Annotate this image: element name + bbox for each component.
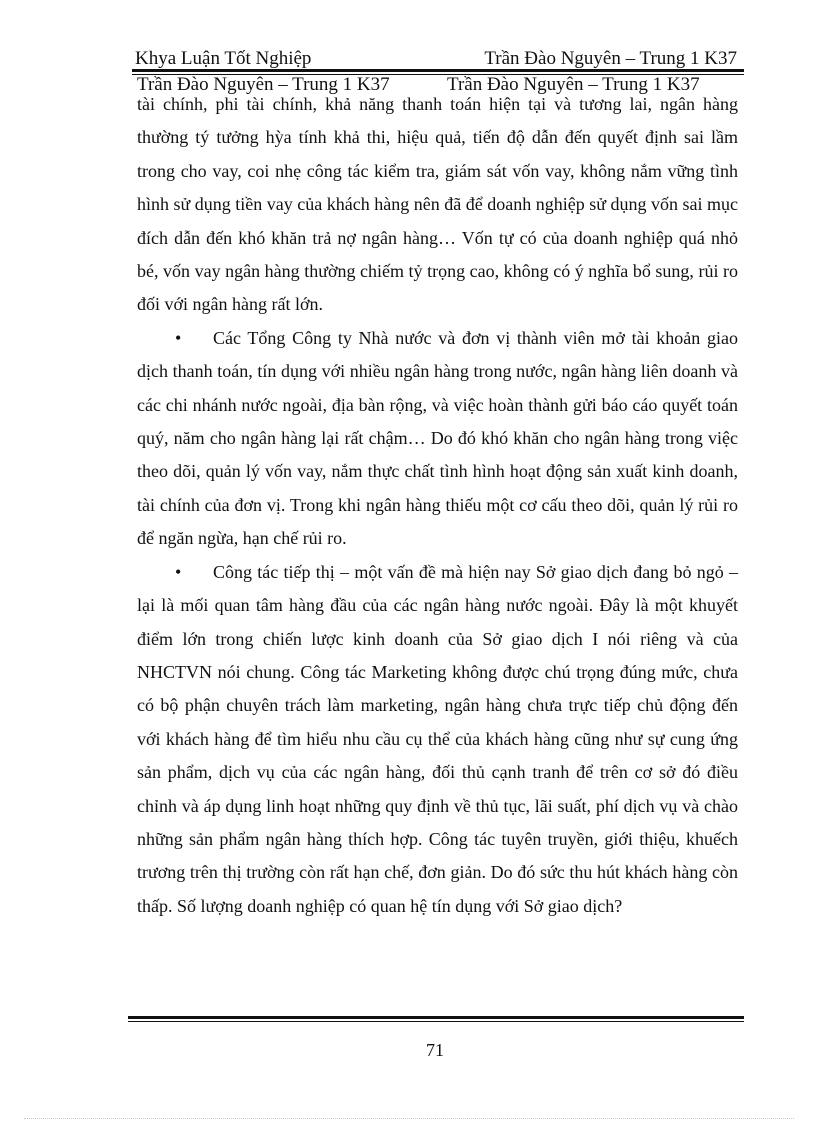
page-bottom-edge <box>24 1118 794 1119</box>
subheader-author-left: Trần Đào Nguyên – Trung 1 K37 <box>137 74 390 95</box>
footer-rule <box>128 1016 744 1019</box>
page-body <box>137 88 738 923</box>
header-title: Khya Luận Tốt Nghiệp <box>135 48 312 69</box>
bullet-paragraph-text: Các Tổng Công ty Nhà nước và đơn vị thành viên mở tài khoản giao dịch thanh toán, tín dụng với nhiều ngân hàng trong nước, ngân hàng liên doanh và các chi nhánh nước ngoài, địa bàn rộng, và việc hoàn thành gửi báo cáo quyết toán quý, năm cho ngân hàng lại rất chậm… Do đó khó khăn cho ngân hàng trong việc theo dõi, quản lý vốn vay, nắm thực chất tình hình hoạt động sản xuất kinh doanh, tài chính của đơn vị. Trong khi ngân hàng thiếu một cơ cấu theo dõi, quản lý rủi ro để ngăn ngừa, hạn chế rủi ro. <box>137 327 738 549</box>
bullet-paragraph <box>137 322 738 556</box>
bullet-paragraph-text: Công tác tiếp thị – một vấn đề mà hiện nay Sở giao dịch đang bỏ ngỏ – lại là mối quan tâm hàng đầu của các ngân hàng nước ngoài. Đây là một khuyết điểm lớn trong chiến lược kinh doanh của Sở giao dịch I nói riêng và của NHCTVN nói chung. Công tác Marketing không được chú trọng đúng mức, chưa có bộ phận chuyên trách làm marketing, ngân hàng chưa trực tiếp chủ động đến với khách hàng để tìm hiểu nhu cầu cụ thể của khách hàng cũng như sự cung ứng sản phẩm, dịch vụ của các ngân hàng, đối thủ cạnh tranh để trên cơ sở đó điều chỉnh và áp dụng linh hoạt những quy định về thủ tục, lãi suất, phí dịch vụ và chào những sản phẩm ngân hàng thích hợp. Công tác tuyên truyền, giới thiệu, khuếch trương trên thị trường còn rất hạn chế, đơn giản. Do đó sức thu hút khách hàng còn thấp. Số lượng doanh nghiệp có quan hệ tín dụng với Sở giao dịch? <box>137 561 738 916</box>
bullet-icon: • <box>175 561 182 582</box>
header-author: Trần Đào Nguyên – Trung 1 K37 <box>484 48 737 69</box>
header-rule <box>132 69 744 72</box>
footer-rule-thin <box>128 1021 744 1022</box>
subheader-author-right: Trần Đào Nguyên – Trung 1 K37 <box>447 74 700 95</box>
page-number: 71 <box>426 1040 444 1060</box>
bullet-icon: • <box>175 327 182 348</box>
bullet-paragraph <box>137 556 738 923</box>
paragraph: tài chính, phi tài chính, khả năng thanh toán hiện tại và tương lai, ngân hàng thường tý tưởng hỳa tính khả thi, hiệu quả, tiến độ dẫn đến quyết định sai lầm trong cho vay, coi nhẹ công tác kiểm tra, giám sát vốn vay, không nắm vững tình hình sử dụng tiền vay của khách hàng nên đã để doanh nghiệp sử dụng vốn sai mục đích dẫn đến khó khăn trả nợ ngân hàng… Vốn tự có của doanh nghiệp quá nhỏ bé, vốn vay ngân hàng thường chiếm tỷ trọng cao, không có ý nghĩa bổ sung, rủi ro đối với ngân hàng rất lớn. <box>137 94 738 315</box>
